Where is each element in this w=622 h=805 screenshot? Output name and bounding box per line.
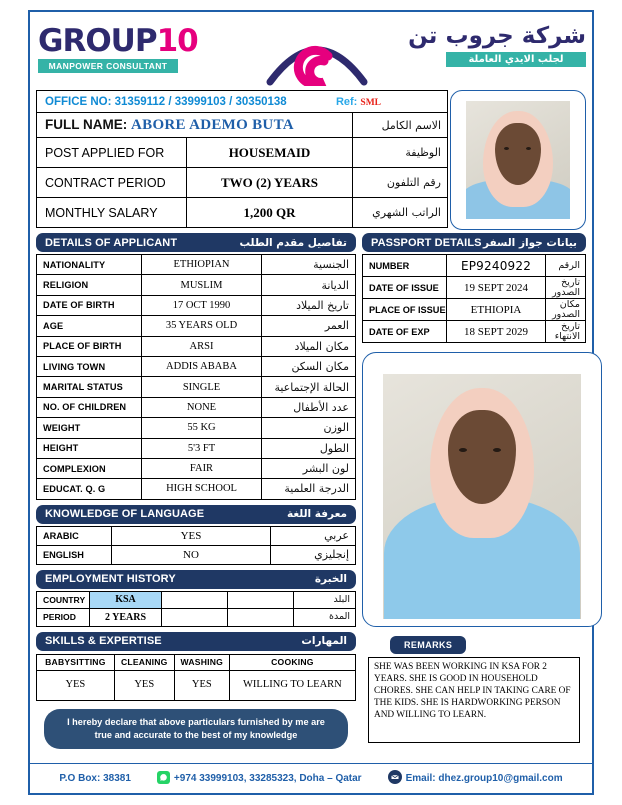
- section-header-details: [36, 233, 356, 252]
- row-arabic: البلد: [294, 591, 356, 609]
- applicant-portrait-photo: [466, 101, 570, 219]
- table-row: [37, 609, 356, 627]
- logo-text-group: GROUP: [38, 23, 157, 59]
- skill-value: YES: [174, 670, 229, 700]
- column-header: WASHING: [174, 654, 229, 670]
- row-value: 35 YEARS OLD: [142, 316, 262, 336]
- row-arabic: إنجليزي: [271, 545, 356, 564]
- row-label: MONTHLY SALARY: [37, 198, 187, 228]
- table-row: [37, 670, 356, 700]
- table-row: [37, 275, 356, 295]
- empty-cell: [228, 591, 294, 609]
- row-value: EP9240922: [447, 255, 546, 277]
- section-title-ar: المهارات: [301, 635, 347, 648]
- office-number-bar: [36, 90, 448, 112]
- logo-text-ten: 10: [156, 23, 198, 59]
- row-arabic: تاريخ الميلاد: [262, 295, 356, 315]
- row-label: HEIGHT: [37, 438, 142, 458]
- company-logo: [38, 23, 203, 73]
- skill-value: WILLING TO LEARN: [229, 670, 355, 700]
- row-label: PERIOD: [37, 609, 90, 627]
- section-title-en: EMPLOYMENT HISTORY: [45, 573, 176, 586]
- row-value: 19 SEPT 2024: [447, 277, 546, 299]
- main-content: [30, 228, 592, 749]
- row-arabic: الحالة الإجتماعية: [262, 377, 356, 397]
- arabic-title: شركة جروب تن: [408, 23, 586, 49]
- row-value: ETHIOPIA: [447, 299, 546, 321]
- row-arabic: الديانة: [262, 275, 356, 295]
- ref-value: SML: [360, 97, 381, 108]
- row-label: LIVING TOWN: [37, 356, 142, 376]
- document-header: [30, 12, 592, 90]
- row-value: 1,200 QR: [187, 198, 353, 228]
- footer-phone: [157, 771, 362, 787]
- row-arabic: تاريخ الانتهاء: [546, 321, 586, 343]
- row-arabic: مكان الميلاد: [262, 336, 356, 356]
- row-arabic: المدة: [294, 609, 356, 627]
- row-label: POST APPLIED FOR: [37, 138, 187, 168]
- column-header: COOKING: [229, 654, 355, 670]
- section-header-passport: [362, 233, 586, 252]
- row-arabic: الوظيفة: [353, 138, 448, 168]
- row-label: MARITAL STATUS: [37, 377, 142, 397]
- fullname-label: FULL NAME:: [45, 116, 128, 132]
- phone-text: +974 33999103, 33285323, Doha – Qatar: [173, 773, 362, 784]
- row-label: NATIONALITY: [37, 255, 142, 275]
- cv-document: [28, 10, 594, 795]
- section-title-en: DETAILS OF APPLICANT: [45, 236, 178, 249]
- section-title-en: SKILLS & EXPERTISE: [45, 635, 162, 648]
- row-arabic: مكان السكن: [262, 356, 356, 376]
- employment-table: [36, 591, 356, 627]
- table-row: [363, 321, 586, 343]
- office-number: OFFICE NO: 31359112 / 33999103 / 30350138: [45, 95, 287, 108]
- row-value: NONE: [142, 397, 262, 417]
- row-arabic: الوزن: [262, 418, 356, 438]
- row-value: ARSI: [142, 336, 262, 356]
- section-header-language: [36, 505, 356, 524]
- table-row: [363, 299, 586, 321]
- table-row: [37, 377, 356, 397]
- details-table: [36, 254, 356, 500]
- table-row: [37, 138, 448, 168]
- row-label: CONTRACT PERIOD: [37, 168, 187, 198]
- table-row: [37, 356, 356, 376]
- table-row: [37, 198, 448, 228]
- row-label: ENGLISH: [37, 545, 112, 564]
- table-row: [37, 255, 356, 275]
- table-row: [37, 438, 356, 458]
- column-header: CLEANING: [114, 654, 174, 670]
- applicant-fullbody-photo: [383, 374, 581, 619]
- row-arabic: الراتب الشهري: [353, 198, 448, 228]
- table-row: [37, 545, 356, 564]
- column-header: BABYSITTING: [37, 654, 115, 670]
- section-title-ar: بيانات جواز السفر: [482, 236, 577, 249]
- document-footer: [30, 763, 592, 793]
- applicant-summary-table: [36, 112, 448, 228]
- row-label: NUMBER: [363, 255, 447, 277]
- table-row: [37, 418, 356, 438]
- row-label: COMPLEXION: [37, 458, 142, 478]
- row-value: 55 KG: [142, 418, 262, 438]
- row-label: PLACE OF ISSUE: [363, 299, 447, 321]
- row-label: EDUCAT. Q. G: [37, 479, 142, 499]
- section-title-en: PASSPORT DETAILS: [371, 236, 482, 249]
- ref-label: Ref:: [335, 95, 358, 108]
- row-value: HIGH SCHOOL: [142, 479, 262, 499]
- fullbody-photo-frame: [362, 352, 602, 627]
- passport-table: [362, 254, 586, 343]
- section-title-ar: معرفة اللغة: [287, 508, 347, 521]
- empty-cell: [162, 591, 228, 609]
- applicant-header-block: [30, 90, 592, 228]
- section-title-en: KNOWLEDGE OF LANGUAGE: [45, 508, 205, 521]
- skill-value: YES: [114, 670, 174, 700]
- row-arabic: العمر: [262, 316, 356, 336]
- table-row: [37, 295, 356, 315]
- row-value: NO: [112, 545, 271, 564]
- section-title-ar: تفاصيل مقدم الطلب: [239, 236, 347, 249]
- logo-tagline: MANPOWER CONSULTANT: [38, 59, 178, 73]
- row-arabic: الدرجة العلمية: [262, 479, 356, 499]
- row-label: DATE OF EXP: [363, 321, 447, 343]
- declaration-statement: I hereby declare that above particulars furnished by me are true and accurate to the best of my knowledge: [44, 709, 348, 750]
- pobox-text: P.O Box: 38381: [59, 773, 131, 784]
- row-arabic: الجنسية: [262, 255, 356, 275]
- table-row: [37, 526, 356, 545]
- table-row-fullname: [37, 113, 448, 138]
- email-text: Email: dhez.group10@gmail.com: [405, 773, 563, 784]
- row-arabic: عدد الأطفال: [262, 397, 356, 417]
- fullname-cell: [37, 113, 353, 138]
- row-arabic: تاريخ الصدور: [546, 277, 586, 299]
- row-value: ETHIOPIAN: [142, 255, 262, 275]
- footer-email: [388, 770, 563, 787]
- remarks-section: [362, 635, 586, 743]
- table-row: [37, 479, 356, 499]
- row-value: KSA: [90, 591, 162, 609]
- reference-code: [336, 96, 381, 108]
- empty-cell: [162, 609, 228, 627]
- row-label: WEIGHT: [37, 418, 142, 438]
- email-icon: [388, 770, 402, 787]
- row-value: TWO (2) YEARS: [187, 168, 353, 198]
- section-header-skills: [36, 632, 356, 651]
- row-label: RELIGION: [37, 275, 142, 295]
- company-name-arabic: [376, 24, 586, 67]
- section-header-employment: [36, 570, 356, 589]
- row-label: ARABIC: [37, 526, 112, 545]
- table-row: [37, 168, 448, 198]
- table-header-row: [37, 654, 356, 670]
- row-label: COUNTRY: [37, 591, 90, 609]
- row-value: HOUSEMAID: [187, 138, 353, 168]
- row-label: AGE: [37, 316, 142, 336]
- monogram-icon: [262, 20, 372, 86]
- row-value: 5'3 FT: [142, 438, 262, 458]
- row-value: FAIR: [142, 458, 262, 478]
- arabic-tagline: لجلب الايدي العاملة: [446, 52, 586, 67]
- row-arabic: لون البشر: [262, 458, 356, 478]
- table-row: [37, 316, 356, 336]
- row-label: DATE OF ISSUE: [363, 277, 447, 299]
- whatsapp-icon: [157, 771, 170, 787]
- row-value: SINGLE: [142, 377, 262, 397]
- row-value: 17 OCT 1990: [142, 295, 262, 315]
- row-arabic: رقم التلفون: [353, 168, 448, 198]
- remarks-text: SHE WAS BEEN WORKING IN KSA FOR 2 YEARS. SHE IS GOOD IN HOUSEHOLD CHORES. SHE CAN HELP IN TAKING CARE OF THE KIDS. SHE IS HARDWORKING PERSON AND WILLING TO LEARN.: [368, 657, 580, 743]
- table-row: [363, 277, 586, 299]
- skills-table: [36, 654, 356, 701]
- table-row: [37, 458, 356, 478]
- row-value: MUSLIM: [142, 275, 262, 295]
- footer-pobox: [59, 773, 131, 784]
- row-value: 18 SEPT 2029: [447, 321, 546, 343]
- table-row: [37, 591, 356, 609]
- row-label: PLACE OF BIRTH: [37, 336, 142, 356]
- skill-value: YES: [37, 670, 115, 700]
- row-arabic: الرقم: [546, 255, 586, 277]
- fullname-arabic: الاسم الكامل: [353, 113, 448, 138]
- right-column: [362, 228, 586, 749]
- row-label: DATE OF BIRTH: [37, 295, 142, 315]
- fullname-value: ABORE ADEMO BUTA: [131, 116, 294, 133]
- row-arabic: الطول: [262, 438, 356, 458]
- section-title-ar: الخبرة: [314, 573, 347, 586]
- row-value: ADDIS ABABA: [142, 356, 262, 376]
- remarks-badge: REMARKS: [390, 636, 466, 654]
- left-column: [36, 228, 356, 749]
- table-row: [37, 336, 356, 356]
- table-row: [37, 397, 356, 417]
- row-value: 2 YEARS: [90, 609, 162, 627]
- language-table: [36, 526, 356, 565]
- empty-cell: [228, 609, 294, 627]
- row-value: YES: [112, 526, 271, 545]
- passport-photo-frame: [450, 90, 586, 230]
- row-arabic: مكان الصدور: [546, 299, 586, 321]
- row-label: NO. OF CHILDREN: [37, 397, 142, 417]
- table-row: [363, 255, 586, 277]
- row-arabic: عربي: [271, 526, 356, 545]
